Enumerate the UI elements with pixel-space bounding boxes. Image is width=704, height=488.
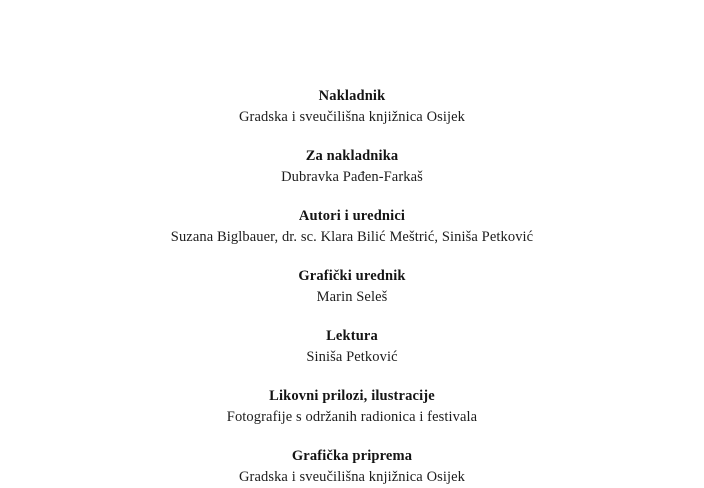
colophon-entry-value: Siniša Petković <box>306 349 398 365</box>
colophon-entry <box>0 326 704 368</box>
colophon-entry <box>0 446 704 488</box>
colophon-entry-value: Fotografije s održanih radionica i festivala <box>226 409 478 425</box>
colophon-entry <box>0 86 704 128</box>
colophon-entry <box>0 266 704 308</box>
colophon-entry-role: Za nakladnika <box>305 148 399 164</box>
colophon-entry-role: Lektura <box>326 328 378 344</box>
colophon-entry-value: Suzana Biglbauer, dr. sc. Klara Bilić Meštrić, Siniša Petković <box>170 229 534 245</box>
colophon-entry-role: Autori i urednici <box>298 208 406 224</box>
colophon-entry-value: Marin Seleš <box>316 289 388 305</box>
colophon-entry-role: Likovni prilozi, ilustracije <box>269 388 435 404</box>
colophon-entry-value: Gradska i sveučilišna knjižnica Osijek <box>238 469 466 485</box>
colophon-entry <box>0 206 704 248</box>
colophon-entry-role: Grafička priprema <box>291 448 413 464</box>
colophon-entry <box>0 146 704 188</box>
colophon-entry-value: Dubravka Pađen-Farkaš <box>281 169 423 185</box>
colophon-entry-value: Gradska i sveučilišna knjižnica Osijek <box>238 109 466 125</box>
colophon-entry-role: Grafički urednik <box>298 268 406 284</box>
colophon-entry <box>0 386 704 428</box>
colophon-entry-role: Nakladnik <box>318 88 386 104</box>
